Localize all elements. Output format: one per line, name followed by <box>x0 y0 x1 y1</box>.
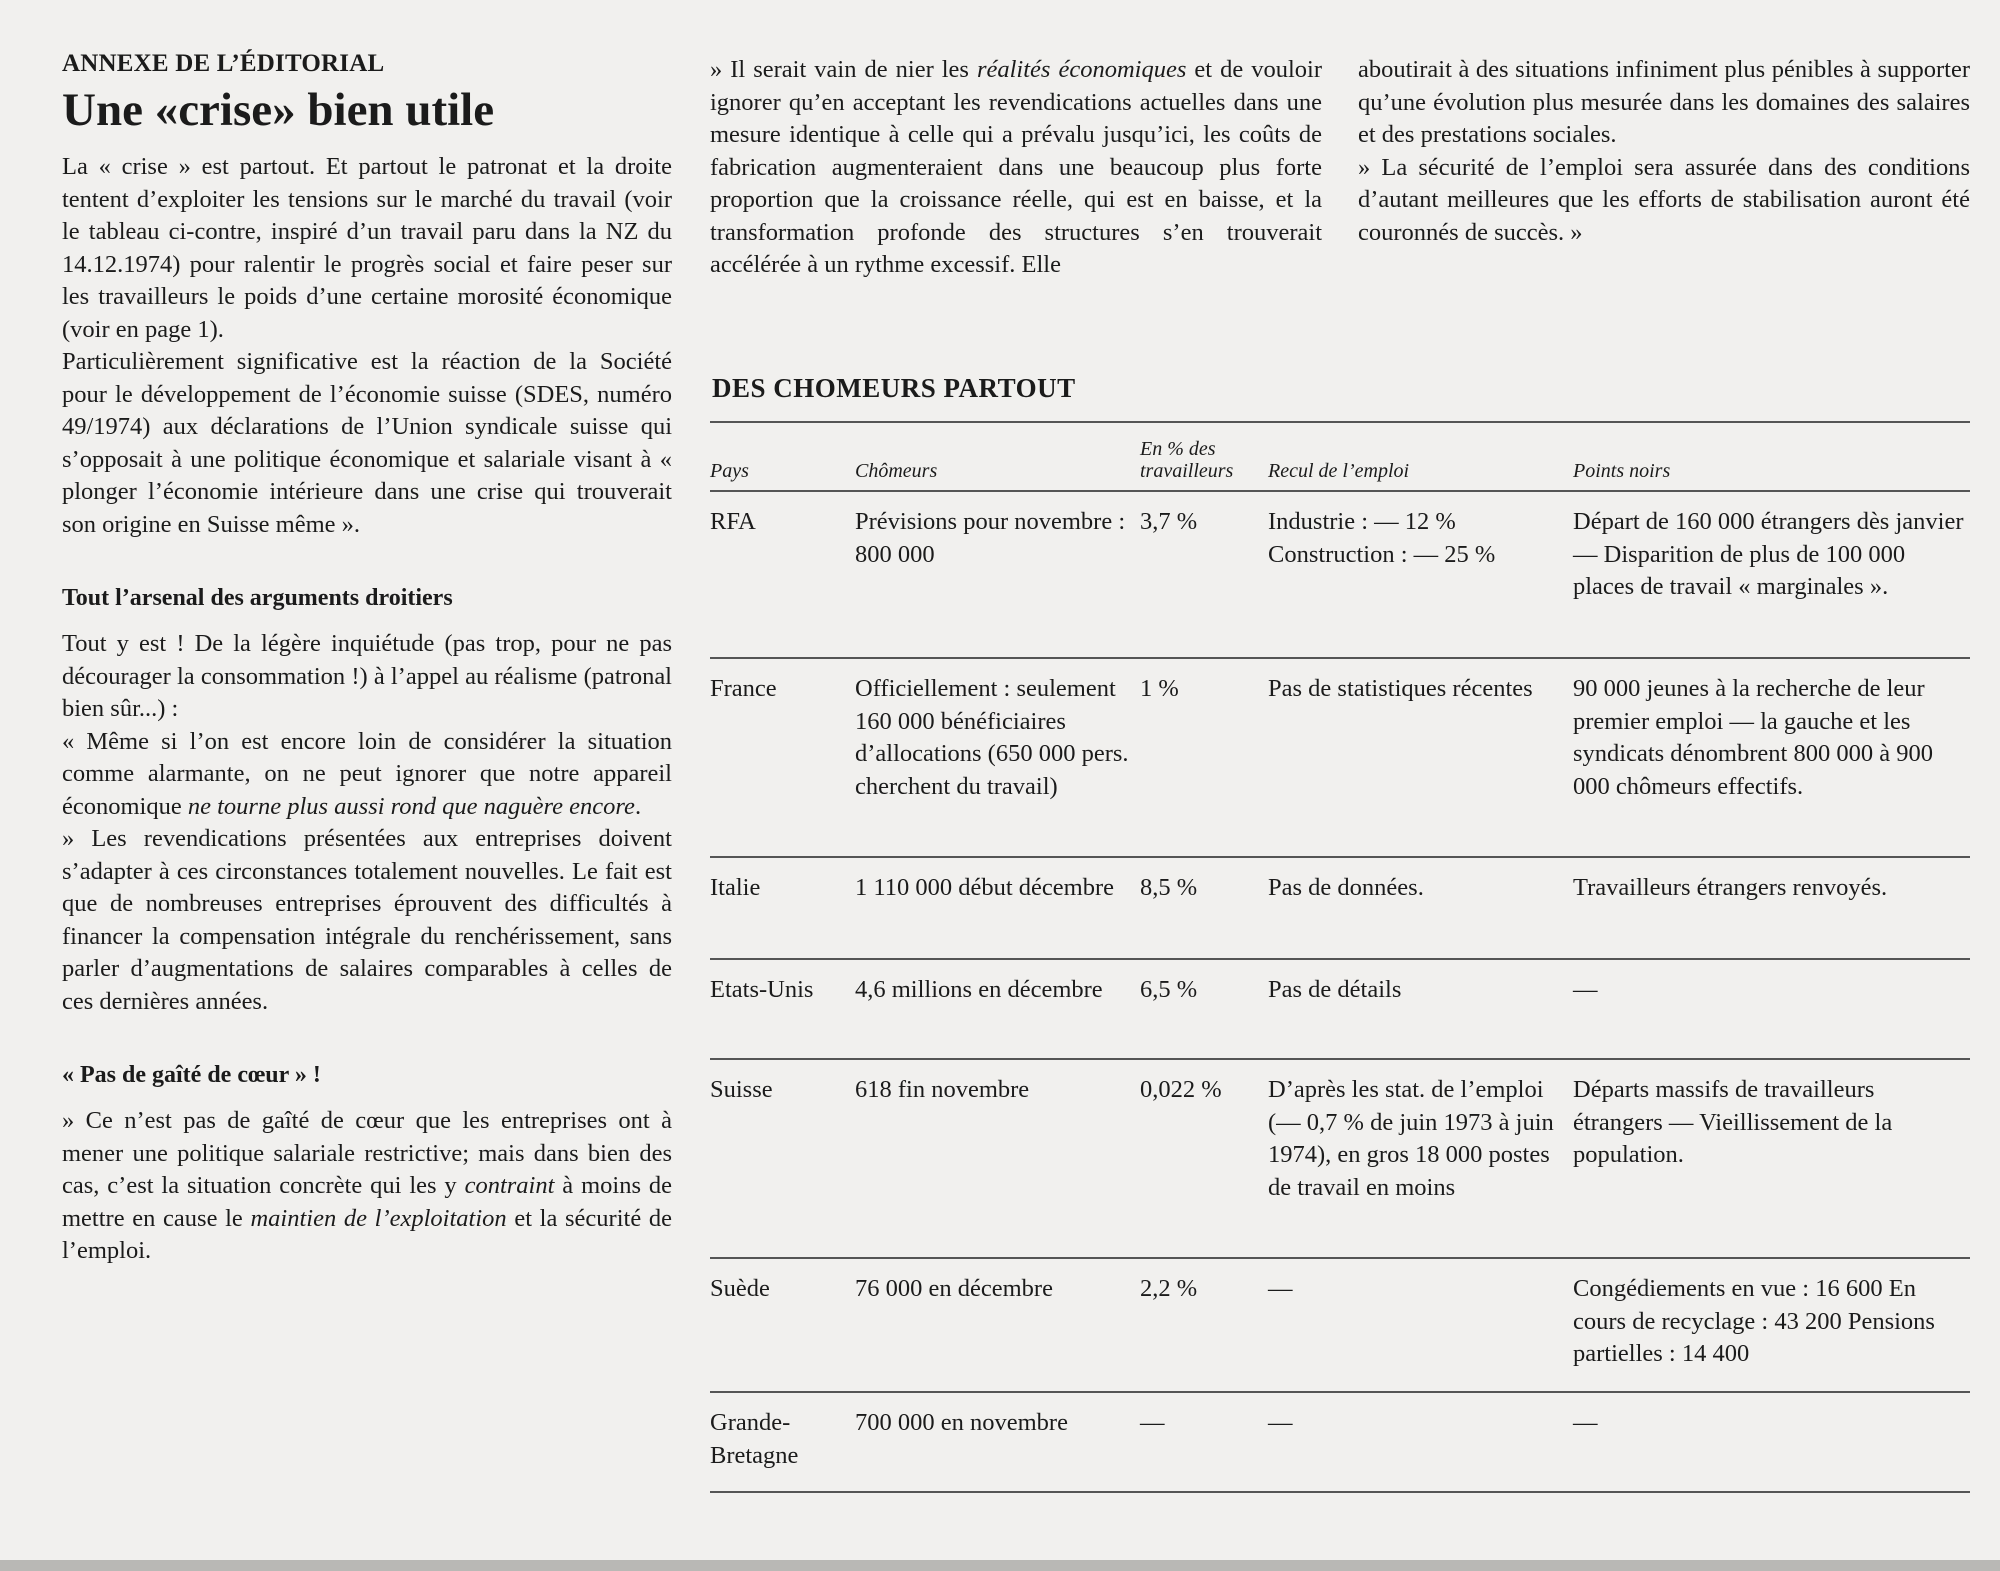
cell-recul: — <box>1268 1409 1293 1436</box>
paragraph-6-emphasis-1: contraint <box>464 1172 555 1200</box>
cell-points: Départ de 160 000 étrangers dès janvier — Disparition de plus de 100 000 places de travail « marginales ». <box>1573 508 1964 600</box>
cell-pays: Suisse <box>710 1076 773 1103</box>
subheading-arsenal: Tout l’arsenal des arguments droitiers <box>62 585 453 612</box>
paragraph-4-text: « Même si l’on est encore loin de considérer la situation comme alarmante, on ne peut ignorer que notre appareil économique <box>62 727 672 820</box>
table-row <box>710 492 1970 659</box>
cell-percent: — <box>1140 1409 1165 1436</box>
cell-chomeurs: 76 000 en décembre <box>855 1275 1053 1302</box>
middle-column <box>710 54 1322 282</box>
header-points: Points noirs <box>1573 460 1671 482</box>
cell-chomeurs: 1 110 000 début décembre <box>855 874 1114 901</box>
cell-points: — <box>1573 1409 1598 1436</box>
paragraph-6-emphasis-2: maintien de l’exploitation <box>250 1204 507 1232</box>
cell-chomeurs: Officiellement : seulement 160 000 bénéficiaires d’allocations (650 000 pers. cherchent du travail) <box>855 675 1129 800</box>
cell-recul: Industrie : — 12 % Construction : — 25 % <box>1268 508 1496 568</box>
cell-percent: 6,5 % <box>1140 976 1198 1003</box>
middle-paragraph-rest: et de vouloir ignorer qu’en acceptant les revendications actuelles dans une mesure identique à celle qui a prévalu jusqu’ici, les coûts de fabrication augmenteraient dans une beaucoup plus forte proportion que la croissance réelle, qui est en baisse, et la transformation profonde des structures s’en trouverait accélérée à un rythme excessif. Elle <box>710 56 1323 278</box>
unemployment-table <box>710 421 1970 1493</box>
right-paragraph-2: » La sécurité de l’emploi sera assurée dans des conditions d’autant meilleures que les efforts de stabilisation auront été couronnés de succès. » <box>1358 153 1970 246</box>
cell-recul: Pas de statistiques récentes <box>1268 675 1533 702</box>
paragraph-6-text-2: à moins de mettre en cause le <box>62 1172 672 1232</box>
cell-chomeurs: 4,6 millions en décembre <box>855 976 1103 1003</box>
header-recul: Recul de l’emploi <box>1268 460 1410 482</box>
cell-chomeurs: 618 fin novembre <box>855 1076 1030 1103</box>
cell-pays: Grande-Bretagne <box>710 1409 799 1469</box>
cell-points: Congédiements en vue : 16 600 En cours de recyclage : 43 200 Pensions partielles : 14 400 <box>1573 1275 1935 1367</box>
paragraph-2: Particulièrement significative est la réaction de la Société pour le développement de l’économie suisse (SDES, numéro 49/1974) aux déclarations de l’Union syndicale suisse qui s’opposait à une politique économique et salariale visant à « plonger l’économie intérieure dans une crise qui trouverait son origine en Suisse même ». <box>62 348 672 538</box>
table-row <box>710 1259 1970 1393</box>
right-paragraph-1: aboutirait à des situations infiniment plus pénibles à supporter qu’une évolution plus mesurée dans les domaines des salaires et des prestations sociales. <box>1358 56 1970 148</box>
left-column <box>62 50 672 1268</box>
paragraph-4-end: . <box>634 792 642 820</box>
cell-percent: 1 % <box>1140 675 1179 702</box>
header-chomeurs: Chômeurs <box>855 460 938 482</box>
paragraph-6 <box>62 1105 672 1268</box>
cell-recul: Pas de détails <box>1268 976 1402 1003</box>
cell-pays: Italie <box>710 874 761 901</box>
header-percent <box>1140 438 1268 482</box>
paragraph-1: La « crise » est partout. Et partout le patronat et la droite tentent d’exploiter les tensions sur le marché du travail (voir le tableau ci-contre, inspiré d’un travail paru dans la NZ du 14.12.1974) pour ralentir le progrès social et faire peser sur les travailleurs le poids d’une certaine morosité économique (voir en page 1). <box>62 153 672 343</box>
cell-recul: Pas de données. <box>1268 874 1424 901</box>
cell-recul: — <box>1268 1275 1293 1302</box>
cell-pays: France <box>710 675 777 702</box>
right-column <box>1358 54 1970 249</box>
middle-paragraph-emphasis: réalités économiques <box>976 56 1187 83</box>
cell-pays: Etats-Unis <box>710 976 814 1003</box>
cell-chomeurs: Prévisions pour novembre : 800 000 <box>855 508 1126 568</box>
table-row <box>710 960 1970 1060</box>
paragraph-4-emphasis: ne tourne plus aussi rond que naguère encore <box>187 792 635 820</box>
cell-points: — <box>1573 976 1598 1003</box>
header-pays: Pays <box>710 460 749 482</box>
table-header <box>710 423 1970 492</box>
table-row <box>710 659 1970 858</box>
cell-points: Départs massifs de travailleurs étrangers — Vieillissement de la population. <box>1573 1076 1893 1168</box>
cell-percent: 8,5 % <box>1140 874 1198 901</box>
cell-pays: Suède <box>710 1275 770 1302</box>
cell-points: Travailleurs étrangers renvoyés. <box>1573 874 1888 901</box>
header-percent-line2: travailleurs <box>1140 460 1234 482</box>
table-title: DES CHOMEURS PARTOUT <box>712 373 1076 403</box>
middle-paragraph-text: » Il serait vain de nier les <box>710 56 977 83</box>
cell-percent: 0,022 % <box>1140 1076 1222 1103</box>
middle-paragraph <box>710 54 1322 282</box>
cell-points: 90 000 jeunes à la recherche de leur premier emploi — la gauche et les syndicats dénombrent 800 000 à 900 000 chômeurs effectifs. <box>1573 675 1933 800</box>
page-bottom-edge <box>0 1560 2000 1571</box>
table-row <box>710 858 1970 960</box>
cell-recul: D’après les stat. de l’emploi (— 0,7 % de juin 1973 à juin 1974), en gros 18 000 postes de travail en moins <box>1268 1076 1554 1201</box>
table-row <box>710 1393 1970 1493</box>
paragraph-5: » Les revendications présentées aux entreprises doivent s’adapter à ces circonstances totalement nouvelles. Le fait est que de nombreuses entreprises éprouvent des difficultés à financer la compensation intégrale du renchérissement, sans parler d’augmentations de salaires comparables à celles de ces dernières années. <box>62 825 672 1015</box>
article-headline: Une «crise» bien utile <box>62 84 495 136</box>
subheading-gaite: « Pas de gaîté de cœur » ! <box>62 1062 321 1089</box>
cell-percent: 3,7 % <box>1140 508 1198 535</box>
paragraph-4 <box>62 726 672 824</box>
header-percent-line1: En % des <box>1140 438 1216 460</box>
cell-percent: 2,2 % <box>1140 1275 1198 1302</box>
cell-chomeurs: 700 000 en novembre <box>855 1409 1068 1436</box>
paragraph-6-text: » Ce n’est pas de gaîté de cœur que les entreprises ont à mener une politique salariale restrictive; mais dans bien des cas, c’est la situation concrète qui les y <box>62 1107 672 1200</box>
paragraph-6-end: et la sécurité de l’emploi. <box>62 1204 672 1265</box>
cell-pays: RFA <box>710 508 756 535</box>
paragraph-3: Tout y est ! De la légère inquiétude (pas trop, pour ne pas décourager la consommation !) à l’appel au réalisme (patronal bien sûr...) : <box>62 630 672 723</box>
table-row <box>710 1060 1970 1259</box>
section-kicker: ANNEXE DE L’ÉDITORIAL <box>62 50 385 77</box>
